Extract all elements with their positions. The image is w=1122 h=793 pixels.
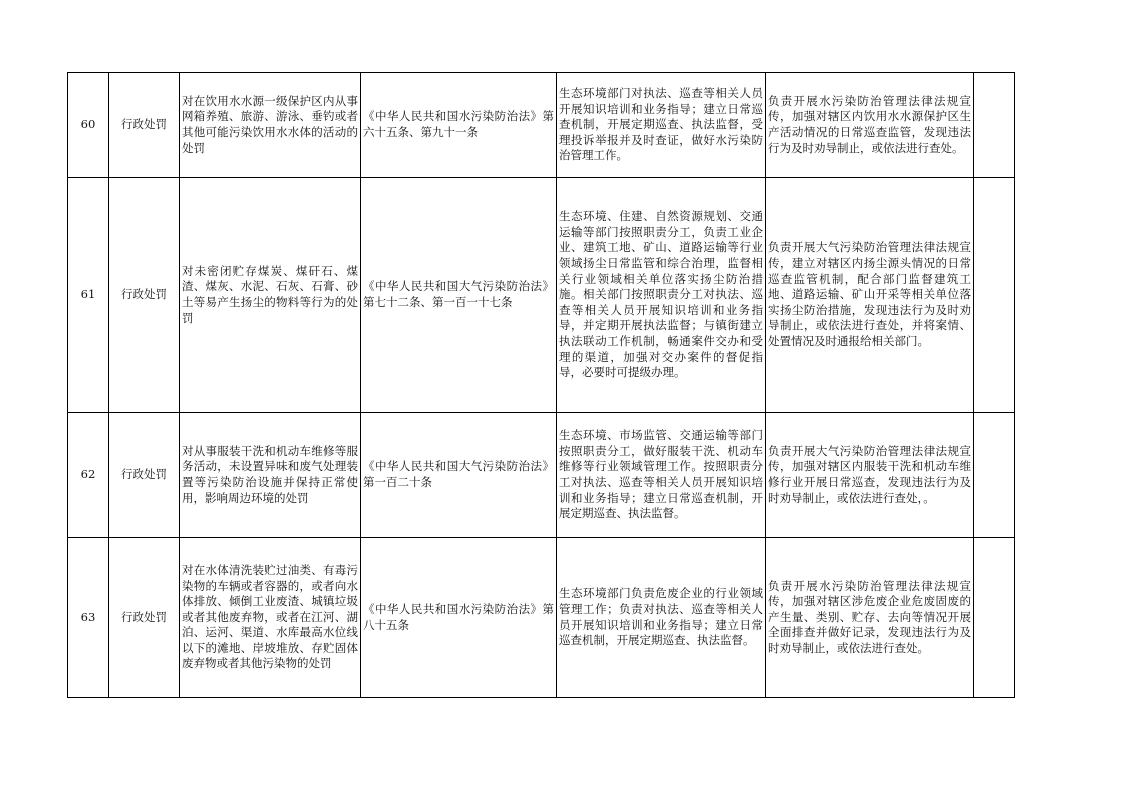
matter-type: 行政处罚: [109, 413, 180, 538]
township-duty: 负责开展水污染防治管理法律法规宣传，加强对辖区涉危废企业危废固废的产生量、类别、贮存、去向等情况开展全面排查并做好记录，发现违法行为及时劝导制止，或依法进行查处。: [766, 538, 974, 698]
row-number: 62: [68, 413, 109, 538]
township-duty: 负责开展大气污染防治管理法律法规宣传，加强对辖区内服装干洗和机动车维修行业开展日常巡查，发现违法行为及时劝导制止，或依法进行查处，。: [766, 413, 974, 538]
legal-basis: 《中华人民共和国大气污染防治法》第一百二十条: [361, 413, 557, 538]
duty-table: [67, 72, 1015, 698]
legal-basis: 《中华人民共和国水污染防治法》第六十五条、第九十一条: [361, 73, 557, 178]
matter-description: 对未密闭贮存煤炭、煤矸石、煤渣、煤灰、水泥、石灰、石膏、砂土等易产生扬尘的物料等行为的处罚: [180, 178, 361, 413]
department-duty: 生态环境部门负责危废企业的行业领域管理工作；负责对执法、巡查等相关人员开展知识培训和业务指导；建立日常巡查机制，开展定期巡查、执法监督。: [557, 538, 766, 698]
department-duty: 生态环境、市场监管、交通运输等部门按照职责分工，做好服装干洗、机动车维修等行业领域管理工作。按照职责分工对执法、巡查等相关人员开展知识培训和业务指导；建立日常巡查机制，开展定期巡查、执法监督。: [557, 413, 766, 538]
row-number: 60: [68, 73, 109, 178]
row-number: 63: [68, 538, 109, 698]
legal-basis: 《中华人民共和国大气污染防治法》第七十二条、第一百一十七条: [361, 178, 557, 413]
matter-type: 行政处罚: [109, 178, 180, 413]
table-row: [68, 413, 1015, 538]
matter-type: 行政处罚: [109, 73, 180, 178]
remarks: [974, 538, 1015, 698]
department-duty: 生态环境、住建、自然资源规划、交通运输等部门按照职责分工，负责工业企业、建筑工地、矿山、道路运输等行业领域扬尘日常监管和综合治理，监督相关行业领域相关单位落实扬尘防治措施。相关部门按照职责分工对执法、巡查等相关人员开展知识培训和业务指导，并定期开展执法监督；与镇街建立执法联动工作机制，畅通案件交办和受理的渠道，加强对交办案件的督促指导，必要时可提级办理。: [557, 178, 766, 413]
matter-description: 对在饮用水水源一级保护区内从事网箱养殖、旅游、游泳、垂钓或者其他可能污染饮用水水体的活动的处罚: [180, 73, 361, 178]
matter-description: 对从事服装干洗和机动车维修等服务活动，未设置异味和废气处理装置等污染防治设施并保持正常使用，影响周边环境的处罚: [180, 413, 361, 538]
row-number: 61: [68, 178, 109, 413]
table-row: [68, 178, 1015, 413]
table-row: [68, 73, 1015, 178]
table-row: [68, 538, 1015, 698]
remarks: [974, 178, 1015, 413]
legal-basis: 《中华人民共和国水污染防治法》第八十五条: [361, 538, 557, 698]
remarks: [974, 413, 1015, 538]
matter-description: 对在水体清洗装贮过油类、有毒污染物的车辆或者容器的，或者向水体排放、倾倒工业废渣、城镇垃圾或者其他废弃物，或者在江河、湖泊、运河、渠道、水库最高水位线以下的滩地、岸坡堆放、存贮固体废弃物或者其他污染物的处罚: [180, 538, 361, 698]
remarks: [974, 73, 1015, 178]
department-duty: 生态环境部门对执法、巡查等相关人员开展知识培训和业务指导；建立日常巡查机制，开展定期巡查、执法监督，受理投诉举报并及时查证，做好水污染防治管理工作。: [557, 73, 766, 178]
matter-type: 行政处罚: [109, 538, 180, 698]
township-duty: 负责开展大气污染防治管理法律法规宣传，建立对辖区内扬尘源头情况的日常巡查监管机制，配合部门监督建筑工地、道路运输、矿山开采等相关单位落实扬尘防治措施，发现违法行为及时劝导制止，或依法进行查处，并将案情、处置情况及时通报给相关部门。: [766, 178, 974, 413]
township-duty: 负责开展水污染防治管理法律法规宣传，加强对辖区内饮用水水源保护区生产活动情况的日常巡查监管，发现违法行为及时劝导制止，或依法进行查处。: [766, 73, 974, 178]
